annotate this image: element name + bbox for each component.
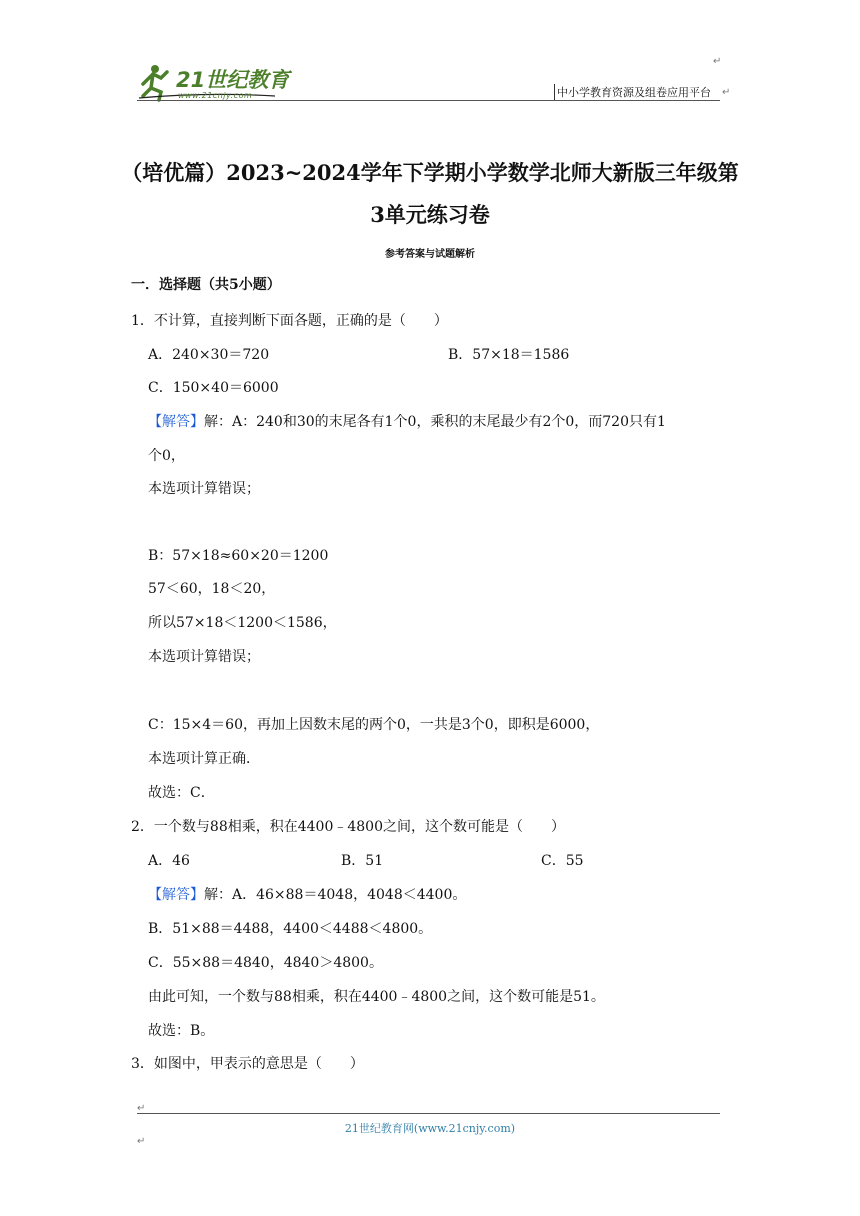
q2-option-c: C．55 — [541, 853, 584, 869]
q2-answer-line4: 由此可知，一个数与88相乘，积在4400﹣4800之间，这个数可能是51。 — [148, 989, 605, 1005]
page-subtitle: 参考答案与试题解析 — [385, 249, 475, 260]
q1-answer-line8: C：15×4＝60，再加上因数末尾的两个0，一共是3个0，即积是6000， — [148, 717, 600, 733]
header-platform-text: 中小学教育资源及组卷应用平台 — [557, 86, 711, 99]
q2-option-b: B．51 — [341, 853, 384, 869]
footer-text: 21世纪教育网(www.21cnjy.com) — [344, 1122, 516, 1135]
q2-answer-line2: B．51×88＝4488，4400＜4488＜4800。 — [148, 921, 433, 937]
q1-option-b: B．57×18＝1586 — [448, 347, 570, 363]
return-mark: ↵ — [137, 1136, 146, 1147]
logo-text: 21世纪教育 — [176, 68, 290, 92]
q1-answer-line9: 本选项计算正确． — [148, 751, 260, 767]
q1-answer-line10: 故选：C． — [148, 785, 215, 801]
logo-url: www.21cnjy.com — [178, 91, 253, 100]
question-3-stem: 3．如图中，甲表示的意思是（ ） — [131, 1056, 364, 1072]
q1-answer-line2: 个0， — [148, 448, 185, 464]
answer-text: 解：A．46×88＝4048，4048＜4400。 — [204, 887, 467, 903]
q2-answer-line3: C．55×88＝4840，4840＞4800。 — [148, 955, 383, 971]
answer-text: 解：A：240和30的末尾各有1个0，乘积的末尾最少有2个0，而720只有1 — [204, 414, 666, 430]
q1-answer-line5: 57＜60，18＜20， — [148, 581, 276, 597]
page-title-line2: 3单元练习卷 — [370, 202, 490, 227]
q1-answer-line4: B：57×18≈60×20＝1200 — [148, 548, 329, 564]
question-1-stem: 1．不计算，直接判断下面各题，正确的是（ ） — [131, 313, 448, 329]
answer-tag: 【解答】 — [148, 414, 204, 430]
footer-rule — [137, 1113, 720, 1114]
q1-answer-line6: 所以57×18＜1200＜1586， — [148, 615, 337, 631]
q1-answer-line1 — [148, 413, 666, 431]
question-2-stem: 2．一个数与88相乘，积在4400﹣4800之间，这个数可能是（ ） — [131, 819, 565, 835]
q2-option-a: A．46 — [148, 853, 190, 869]
q1-option-a: A．240×30＝720 — [148, 347, 270, 363]
section-heading: 一．选择题（共5小题） — [131, 277, 281, 293]
q1-answer-line7: 本选项计算错误； — [148, 649, 260, 665]
q2-answer-line5: 故选：B。 — [148, 1023, 215, 1039]
q1-option-c: C．150×40＝6000 — [148, 380, 279, 396]
header-divider — [554, 84, 555, 100]
return-mark: ↵ — [137, 1103, 146, 1114]
header-rule — [137, 100, 720, 101]
return-mark: ↵ — [722, 87, 731, 98]
return-mark: ↵ — [713, 56, 722, 67]
q1-answer-line3: 本选项计算错误； — [148, 481, 260, 497]
answer-tag: 【解答】 — [148, 887, 204, 903]
q2-answer-line1 — [148, 886, 466, 904]
page-title-line1: （培优篇）2023~2024学年下学期小学数学北师大新版三年级第 — [121, 160, 739, 185]
